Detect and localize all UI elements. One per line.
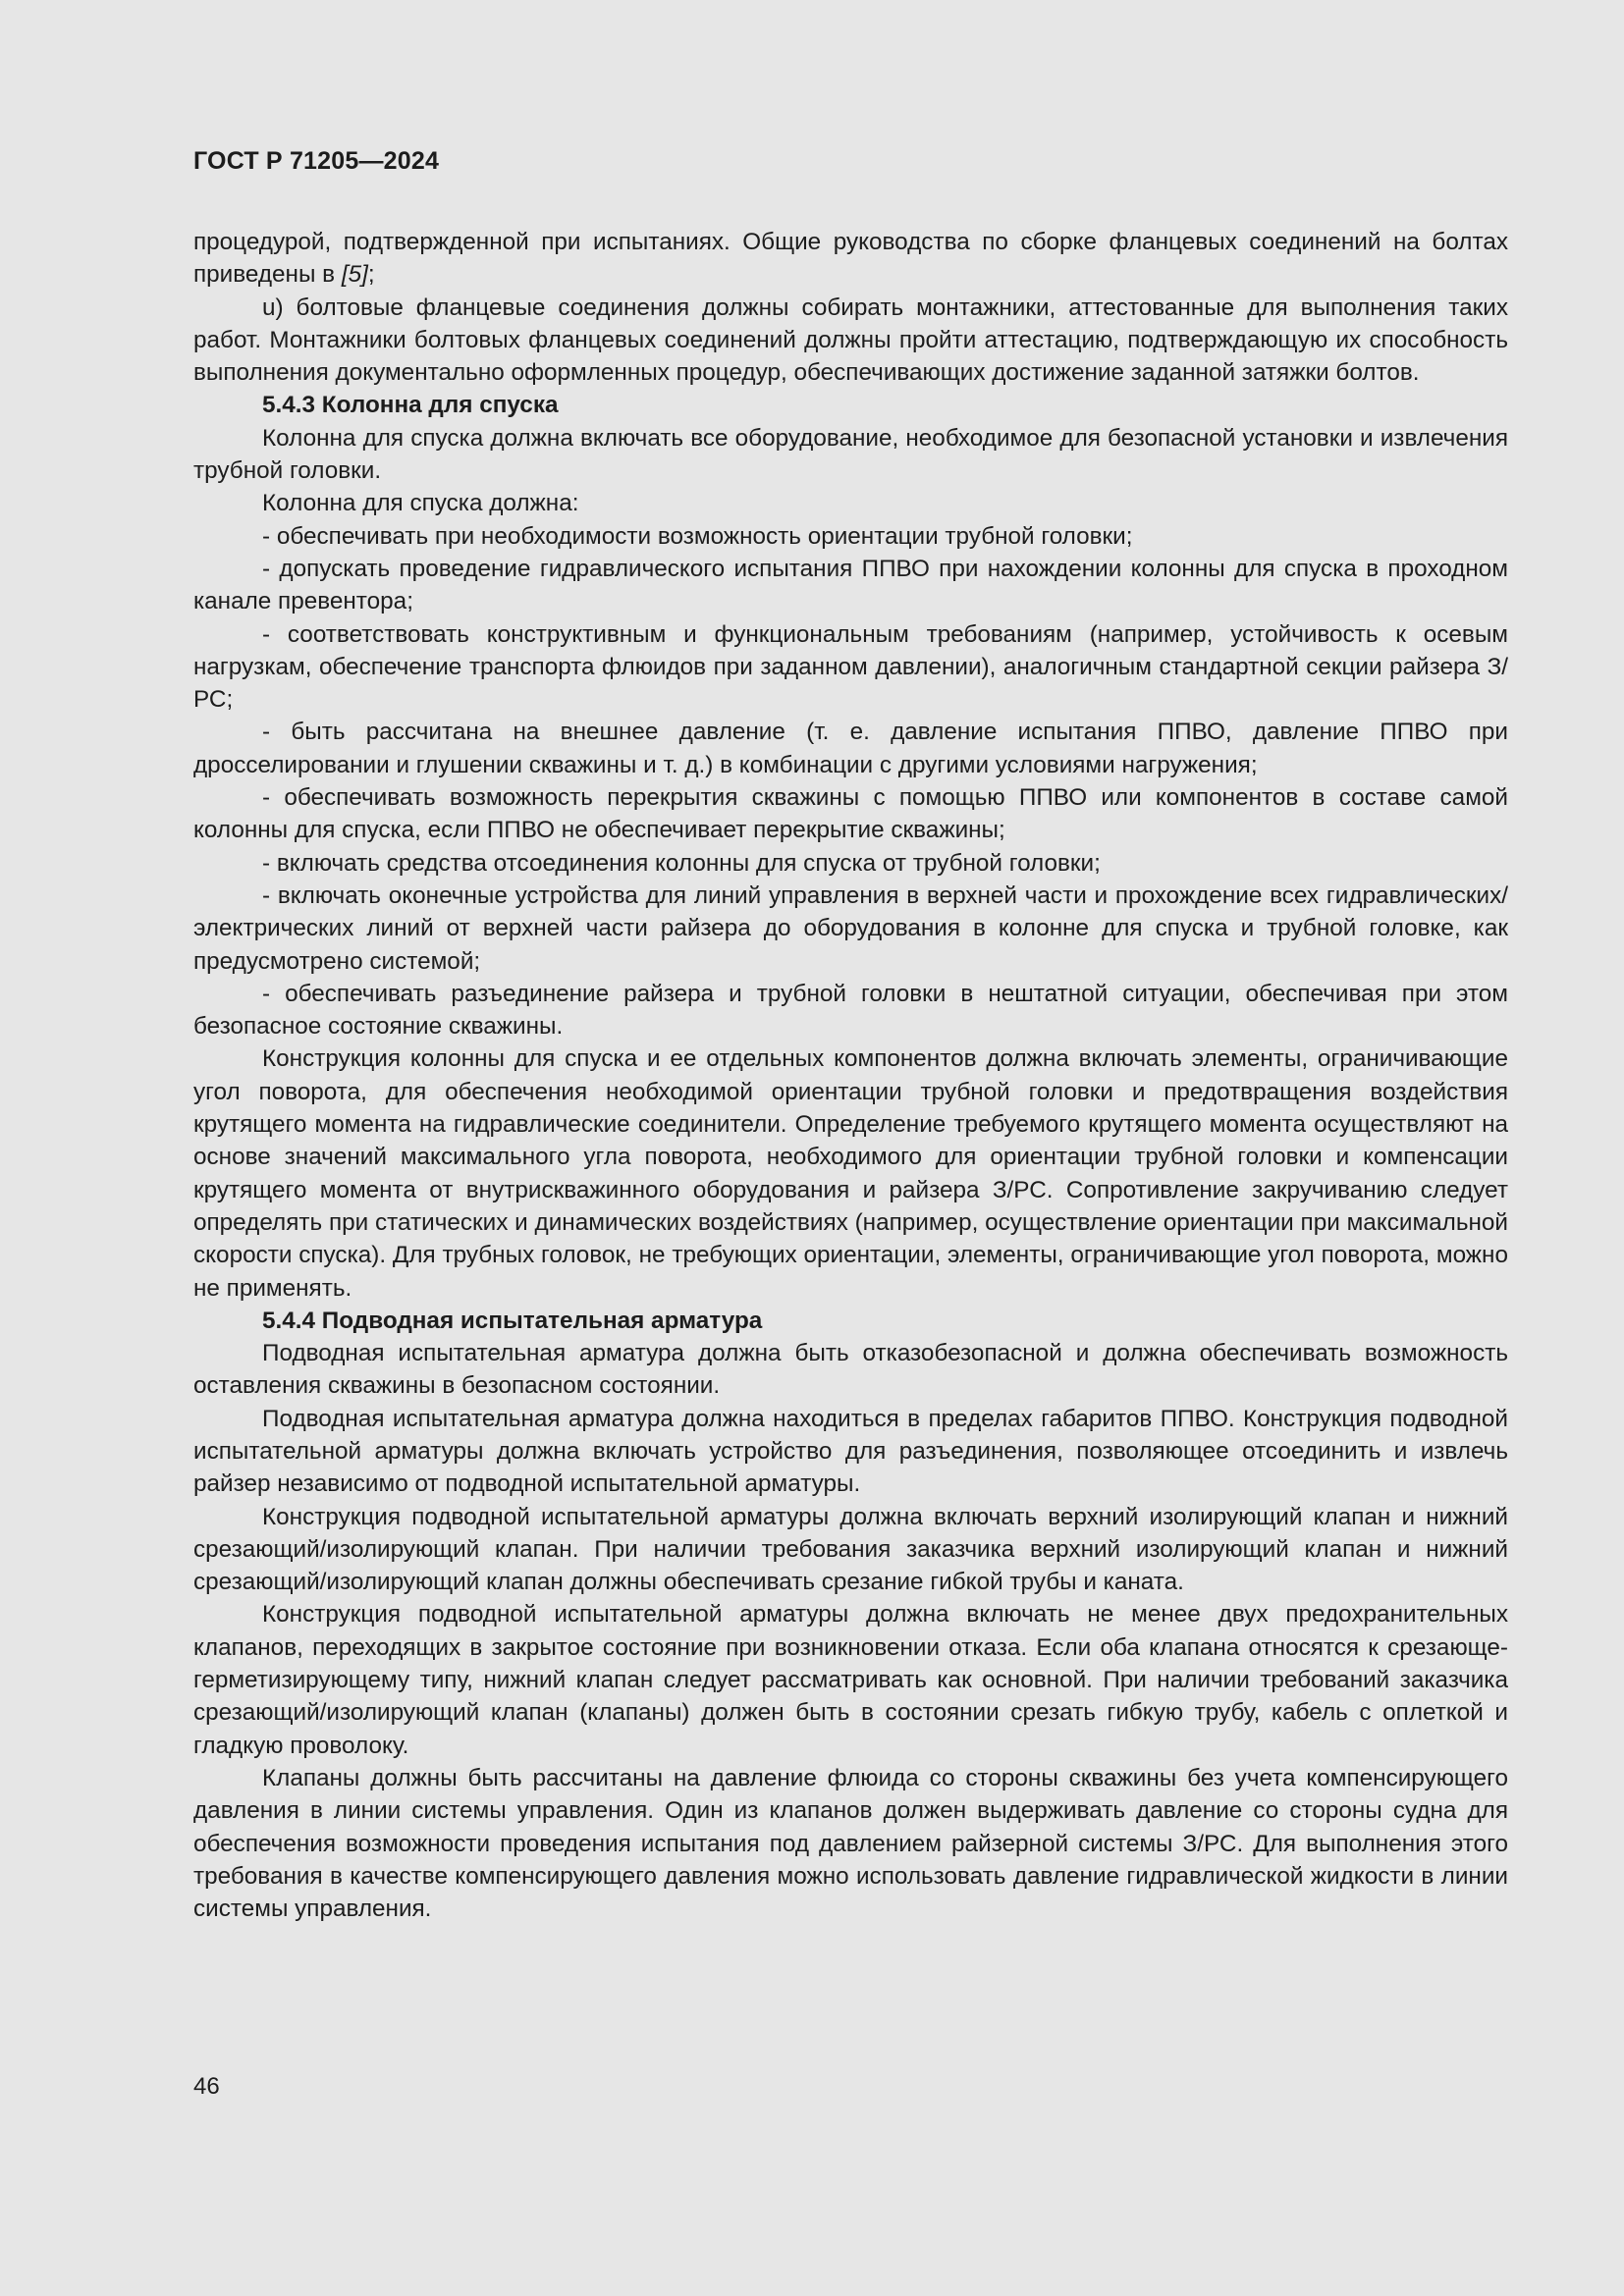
document-header: ГОСТ Р 71205—2024	[193, 147, 440, 175]
paragraph: Конструкция подводной испытательной арматуры должна включать не менее двух предохранительных клапанов, переходящих в закрытое состояние при возникновении отказа. Если оба клапана относятся к срезающе-герметизирующему типу, нижний клапан следует рассматривать как основной. При наличии требований заказчика срезающий/изолирующий клапан (клапаны) должен быть в состоянии срезать гибкую трубу, кабель с оплеткой и гладкую проволоку.	[193, 1601, 1508, 1759]
paragraph: Подводная испытательная арматура должна находиться в пределах габаритов ППВО. Конструкция подводной испытательной арматуры должна включать устройство для разъединения, позволяющее отсоединить и извлечь райзер независимо от подводной испытательной арматуры.	[193, 1405, 1508, 1498]
list-item: - обеспечивать разъединение райзера и трубной головки в нештатной ситуации, обеспечивая при этом безопасное состояние скважины.	[193, 980, 1508, 1041]
paragraph: Конструкция подводной испытательной арматуры должна включать верхний изолирующий клапан и нижний срезающий/изолирующий клапан. При наличии требования заказчика верхний изолирующий клапан и нижний срезающий/изолирующий клапан должны обеспечивать срезание гибкой трубы и каната.	[193, 1503, 1508, 1596]
list-item: - обеспечивать при необходимости возможность ориентации трубной головки;	[262, 522, 1133, 550]
paragraph: Колонна для спуска должна:	[262, 490, 579, 517]
section-heading-5-4-4: 5.4.4 Подводная испытательная арматура	[262, 1307, 763, 1334]
list-item: - соответствовать конструктивным и функциональным требованиям (например, устойчивость к осевым нагрузкам, обеспечение транспорта флюидов при заданном давлении), аналогичным стандартной секции райзера З/РС;	[193, 620, 1508, 714]
document-body	[193, 226, 1508, 1925]
list-item: - допускать проведение гидравлического испытания ППВО при нахождении колонны для спуска в проходном канале превентора;	[193, 555, 1508, 615]
paragraph: процедурой, подтвержденной при испытаниях. Общие руководства по сборке фланцевых соединений на болтах приведены в [5];	[193, 229, 1508, 289]
paragraph: Колонна для спуска должна включать все оборудование, необходимое для безопасной установки и извлечения трубной головки.	[193, 424, 1508, 485]
list-item-u: u) болтовые фланцевые соединения должны собирать монтажники, аттестованные для выполнения таких работ. Монтажники болтовых фланцевых соединений должны пройти аттестацию, подтверждающую их способность выполнения документально оформленных процедур, обеспечивающих достижение заданной затяжки болтов.	[193, 294, 1508, 387]
list-item: - включать оконечные устройства для линий управления в верхней части и прохождение всех гидравлических/электрических линий от верхней части райзера до оборудования в колонне для спуска и трубной головке, как предусмотрено системой;	[193, 881, 1508, 975]
paragraph: Клапаны должны быть рассчитаны на давление флюида со стороны скважины без учета компенсирующего давления в линии системы управления. Один из клапанов должен выдерживать давление со стороны судна для обеспечения возможности проведения испытания под давлением райзерной системы З/РС. Для выполнения этого требования в качестве компенсирующего давления можно использовать давление гидравлической жидкости в линии системы управления.	[193, 1764, 1508, 1923]
page-number: 46	[193, 2073, 220, 2100]
reference-link: [5]	[341, 261, 368, 289]
section-heading-5-4-3: 5.4.3 Колонна для спуска	[262, 392, 559, 419]
list-item: - включать средства отсоединения колонны для спуска от трубной головки;	[262, 849, 1101, 877]
paragraph: Конструкция колонны для спуска и ее отдельных компонентов должна включать элементы, ограничивающие угол поворота, для обеспечения необходимой ориентации трубной головки и предотвращения воздействия крутящего момента на гидравлические соединители. Определение требуемого крутящего момента осуществляют на основе значений максимального угла поворота, необходимого для ориентации трубной головки и компенсации крутящего момента от внутрискважинного оборудования и райзера З/РС. Сопротивление закручиванию следует определять при статических и динамических воздействиях (например, осуществление ориентации при максимальной скорости спуска). Для трубных головок, не требующих ориентации, элементы, ограничивающие угол поворота, можно не применять.	[193, 1045, 1508, 1302]
list-item: - быть рассчитана на внешнее давление (т. е. давление испытания ППВО, давление ППВО при дросселировании и глушении скважины и т. д.) в комбинации с другими условиями нагружения;	[193, 719, 1508, 778]
list-item: - обеспечивать возможность перекрытия скважины с помощью ППВО или компонентов в составе самой колонны для спуска, если ППВО не обеспечивает перекрытие скважины;	[193, 784, 1508, 844]
paragraph: Подводная испытательная арматура должна быть отказобезопасной и должна обеспечивать возможность оставления скважины в безопасном состоянии.	[193, 1340, 1508, 1400]
